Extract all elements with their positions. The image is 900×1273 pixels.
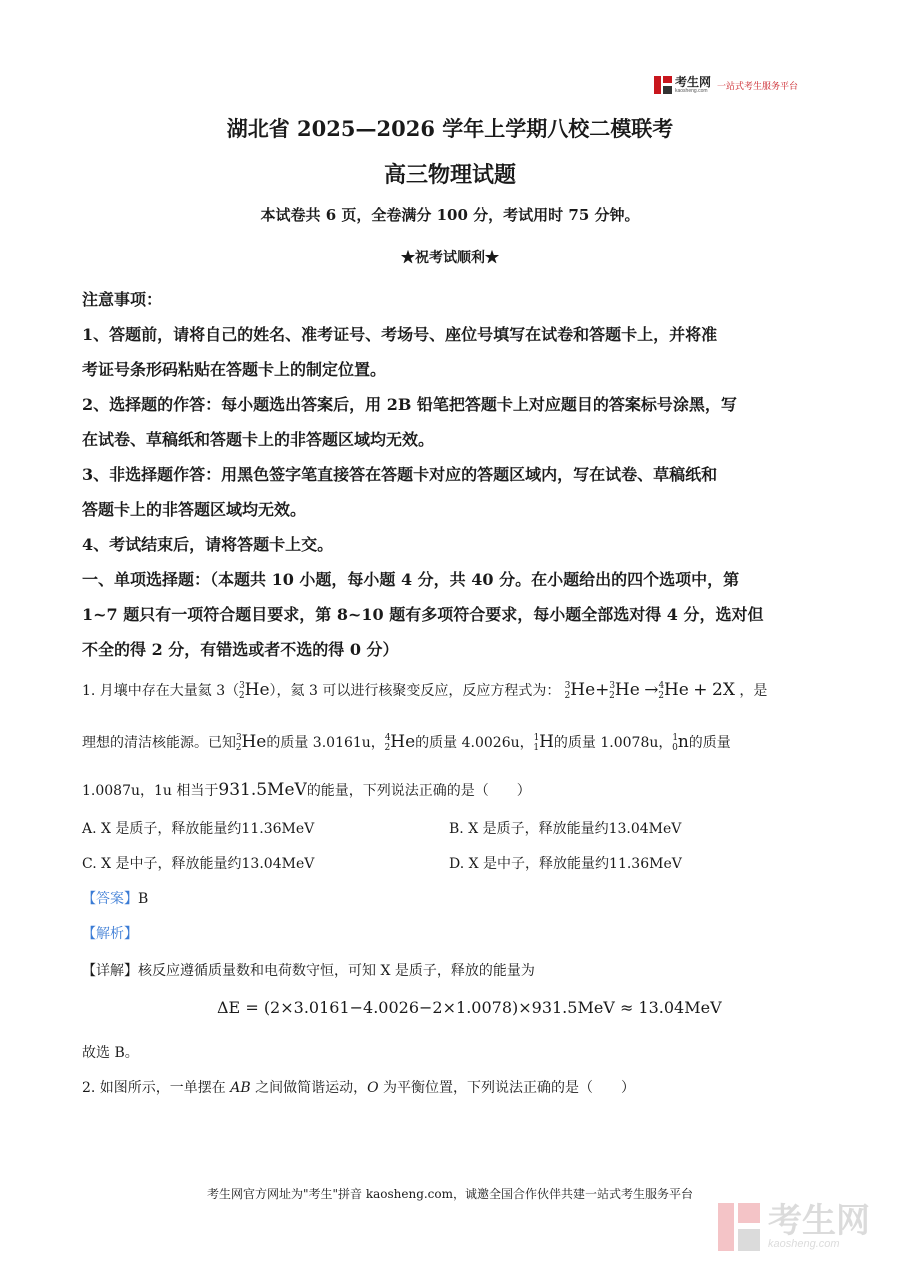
watermark-logo-icon [718, 1203, 762, 1251]
notice-item-1b: 考证号条形码粘贴在答题卡上的制定位置。 [82, 360, 387, 379]
logo-icon [654, 76, 672, 94]
page-footer: 考生网官方网址为"考生"拼音 kaosheng.com，诚邀全国合作伙伴共建一站式考生服务平台 [206, 1187, 694, 1201]
energy-formula: ΔE = (2×3.0161−4.0026−2×1.0078)×931.5MeV ≈ 13.04MeV [217, 998, 722, 1017]
brand-logo [654, 74, 798, 96]
notice-item-2a: 2、选择题的作答：每小题选出答案后，用 2B 铅笔把答题卡上对应题目的答案标号涂黑，写 [82, 395, 737, 414]
exam-title: 湖北省 2025—2026 学年上学期八校二模联考 [226, 116, 674, 141]
he3-symbol: $^3_2$He [238, 680, 270, 701]
detail-tag: 【详解】 [82, 963, 138, 979]
notice-item-4: 4、考试结束后，请将答题卡上交。 [82, 535, 334, 554]
question-2: 2. 如图所示，一单摆在 AB 之间做简谐运动，O 为平衡位置，下列说法正确的是（ ） [82, 1080, 636, 1096]
h1-symbol: $^1_1$H [533, 732, 554, 753]
watermark: 考生网 kaosheng.com [718, 1203, 870, 1251]
detail-text: 核反应遵循质量数和电荷数守恒，可知 X 是质子，释放的能量为 [138, 963, 535, 979]
exam-info: 本试卷共 6 页，全卷满分 100 分，考试用时 75 分钟。 [260, 206, 640, 224]
logo-slogan: 一站式考生服务平台 [717, 80, 799, 91]
notice-block [82, 282, 822, 667]
option-b: B. X 是质子，释放能量约13.04MeV [449, 821, 682, 837]
subject-title: 高三物理试题 [383, 162, 516, 188]
conclusion: 故选 B。 [82, 1045, 139, 1061]
section1-line1: 一、单项选择题：（本题共 10 小题，每小题 4 分，共 40 分。在小题给出的四个选项中，第 [82, 570, 740, 589]
logo-domain: kaosheng.com [675, 88, 708, 94]
q1-line2: 理想的清洁核能源。已知$^3_2$He的质量 3.0161u，$^4_2$He的质量 4.0026u，$^1_1$H的质量 1.0078u，$^1_0$n的质量 [82, 732, 731, 753]
option-c: C. X 是中子，释放能量约13.04MeV [82, 856, 315, 872]
answer-tag: 【答案】 [82, 891, 138, 907]
notice-item-2b: 在试卷、草稿纸和答题卡上的非答题区域均无效。 [82, 430, 435, 449]
detail-line [82, 960, 535, 980]
section1-line3: 不全的得 2 分，有错选或者不选的得 0 分） [82, 640, 399, 659]
he4-symbol: $^4_2$He [384, 732, 416, 753]
answer-value: B [138, 891, 149, 907]
notice-item-3b: 答题卡上的非答题区域均无效。 [82, 500, 307, 519]
option-d: D. X 是中子，释放能量约11.36MeV [449, 856, 682, 872]
logo-brand: 考生网 [675, 75, 712, 89]
section1-line2: 1~7 题只有一项符合题目要求，第 8~10 题有多项符合要求，每小题全部选对得 4 分，选对但 [82, 605, 764, 624]
reaction-equation: $^3_2$He+$^3_2$He →$^4_2$He + 2X [564, 680, 735, 701]
q1-line1: 1. 月壤中存在大量氦 3（$^3_2$He），氦 3 可以进行核聚变反应，反应方程式为： $^3_2$He+$^3_2$He →$^4_2$He + 2X ，是 [82, 680, 768, 701]
n1-symbol: $^1_0$n [672, 732, 689, 753]
he3-symbol-2: $^3_2$He [235, 732, 267, 753]
question-1 [82, 680, 822, 1100]
q1-line3: 1.0087u，1u 相当于931.5MeV的能量，下列说法正确的是（ ） [82, 780, 531, 800]
answer-line [82, 888, 148, 908]
option-a: A. X 是质子，释放能量约11.36MeV [82, 821, 315, 837]
blessing: ★祝考试顺利★ [401, 250, 499, 266]
notice-item-3a: 3、非选择题作答：用黑色签字笔直接答在答题卡对应的答题区域内，写在试卷、草稿纸和 [82, 465, 718, 484]
analysis-tag: 【解析】 [82, 926, 138, 942]
notice-heading: 注意事项： [82, 290, 163, 309]
notice-item-1a: 1、答题前，请将自己的姓名、准考证号、考场号、座位号填写在试卷和答题卡上，并将准 [82, 325, 718, 344]
